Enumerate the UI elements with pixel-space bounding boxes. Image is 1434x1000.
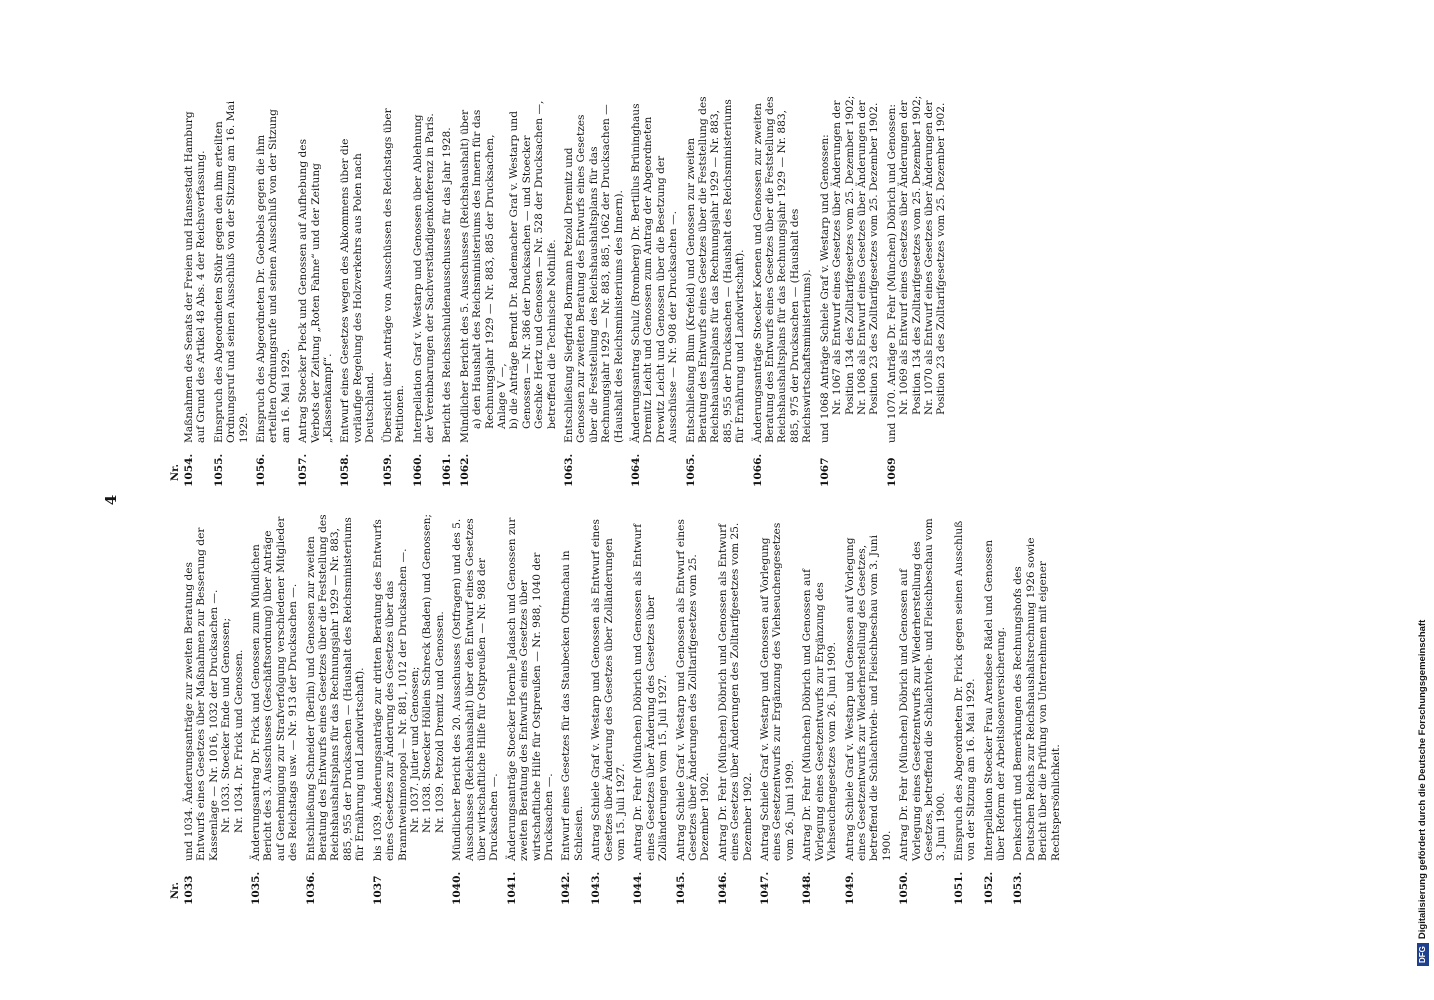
page-content (102, 95, 1310, 905)
entry-line: und 1034. Änderungsanträge zur zweiten Beratung des Entwurfs eines Gesetzes über Maßnahmen zur Besserung der Kassenlage — Nr. 1016, 1032 der Drucksachen —. (183, 527, 220, 861)
right-column (170, 95, 1320, 487)
entry-line: Antrag Schiele Graf v. Westarp und Genossen als Entwurf eines Gesetzes über Änderungen des Zolltarifgesetzes vom 25. Dezember 1902. (674, 519, 712, 861)
entry-body (183, 95, 208, 443)
entry-line: Antrag Dr. Fehr (München) Döbrich und Genossen auf Vorlegung eines Gesetzentwurfs zur Wiederherstellung des Gesetzes, betreffend die Schlachtvieh- und Fleischbeschau vom 3. Juni 1900. (898, 518, 948, 861)
entry-body (590, 513, 627, 861)
entry-number: 1047. (759, 871, 772, 905)
entry-row (372, 513, 446, 905)
entry-line: Änderungsantrag Dr. Frick und Genossen zum Mündlichen Bericht des 3. Ausschusses (Geschäftsordnung) über Anträge auf Genehmigung zur Strafverfolgung verschiedener Mitglieder des Reichstags usw. — Nr. 913 der Drucksachen —. (250, 516, 300, 861)
entry-line: und 1070. Anträge Dr. Fehr (München) Döbrich und Genossen: (885, 104, 898, 443)
entry-line: Denkschrift und Bemerkungen des Rechnungshofs des Deutschen Reichs zur Reichshaushaltsrechnung 1926 sowie Bericht über die Prüfung von Unternehmen mit eigener Rechtspersönlichkeit. (1012, 537, 1062, 861)
entry-row (632, 513, 669, 905)
entry-row (255, 95, 292, 487)
dfg-stamp-text: Digitalisierung gefördert durch die Deutsche Forschungsgemeinschaft (1417, 619, 1428, 940)
entry-body (886, 95, 948, 443)
entry-line: Einspruch des Abgeordneten Stöhr gegen den ihm erteilten Ordnungsruf und seinen Ausschluß von der Sitzung am 16. Mai 1929. (212, 100, 250, 443)
entry-row (412, 95, 437, 487)
entry-body (1012, 513, 1062, 861)
column-header-left: Nr. (170, 882, 181, 899)
entry-line: Einspruch des Abgeordneten Dr. Goebbels gegen die ihm erteilten Ordnungsrufe und seinen Ausschluß von der Sitzung am 16. Mai 1929. (255, 109, 292, 443)
entry-line: und 1068 Anträge Schiele Graf v. Westarp und Genossen: (818, 134, 831, 443)
entry-line: Änderungsanträge Stoecker Hoernle Jadasch und Genossen zur zweiten Beratung des Entwurfs eines Gesetzes über wirtschaftliche Hilfe für Ostpreußen — Nr. 988, 1040 der Drucksachen —. (505, 517, 555, 861)
entry-line: Interpellation Graf v. Westarp und Genossen über Ablehnung der Vereinbarungen der Sachverständigenkonferenz in Paris. (411, 113, 436, 443)
entry-line: Maßnahmen des Senats der Freien und Hansestadt Hamburg auf Grund des Artikel 48 Abs. 4 der Reichsverfassung. (183, 111, 208, 443)
entry-row (459, 95, 558, 487)
entry-body (717, 513, 754, 861)
entry-number: 1069 (885, 457, 898, 487)
entry-row (250, 513, 300, 905)
entry-line: Mündlicher Bericht des 20. Ausschusses (Ostfragen) und des 5. Ausschusses (Reichshaushalt) über den Entwurf eines Gesetzes über wirtschaftliche Hilfe für Ostpreußen — Nr. 988 der Drucksachen —. (451, 518, 501, 861)
entry-body (801, 513, 838, 861)
entry-row (183, 513, 245, 905)
entry-row (1012, 513, 1062, 905)
entry-row (886, 95, 948, 487)
entry-number: 1057. (297, 453, 310, 487)
entry-number: 1067 (818, 457, 831, 487)
entry-number: 1065. (684, 453, 697, 487)
entry-row (590, 513, 627, 905)
entry-line: Nr. 1037. Jutier und Genossen; (408, 666, 421, 833)
entry-body (297, 95, 334, 443)
entry-number: 1037 (371, 875, 384, 905)
entry-row (759, 513, 796, 905)
entry-body (441, 95, 453, 443)
entry-line: Entwurf eines Gesetzes wegen des Abkommens über die vorläufige Regelung des Holzverkehrs aus Polen nach Deutschland. (339, 138, 377, 443)
entry-line: a) den Haushalt des Reichsministeriums des Innern für das Rechnungsjahr 1929 — Nr. 883, 885 der Drucksachen, Anlage V —, (471, 109, 508, 429)
entry-body (759, 513, 796, 861)
entry-number: 1044. (632, 871, 645, 905)
entry-line: Einspruch des Abgeordneten Dr. Frick gegen seinen Ausschluß von der Sitzung am 16. Mai 1929. (952, 520, 978, 861)
left-entry-list (183, 513, 1062, 905)
entry-line: Antrag Dr. Fehr (München) Döbrich und Genossen auf Vorlegung eines Gesetzentwurfs zur Ergänzung des Viehseuchengesetzes vom 26. Juni 1909. (801, 568, 839, 861)
entry-number: 1063. (562, 453, 575, 487)
entry-line: Antrag Schiele Graf v. Westarp und Genossen auf Vorlegung eines Gesetzentwurfs zur Wiederherstellung des Gesetzes, betreffend die Schlachtvieh- und Fleischbeschau vom 3. Juni 1900. (843, 534, 893, 861)
entry-number: 1060. (411, 453, 424, 487)
entry-line: Antrag Stoecker Pieck und Genossen auf Aufhebung des Verbots der Zeitung „Roten Fahne“ und der Zeitung „Klassenkampf“. (297, 138, 335, 443)
entry-row (717, 513, 754, 905)
entry-body (213, 95, 250, 443)
entry-number: 1059. (381, 453, 394, 487)
entry-body (183, 513, 245, 861)
entry-line: Antrag Dr. Fehr (München) Döbrich und Genossen als Entwurf eines Gesetzes über Änderungen des Zolltarifgesetzes vom 25. Dezember 1902. (716, 522, 754, 861)
entry-line: Nr. 1068 als Entwurf eines Gesetzes über Änderungen der Position 23 des Zolltarifgesetzes vom 25. Dezember 1902. (855, 100, 881, 415)
entry-row (183, 95, 208, 487)
entry-line: Änderungsantrag Schulz (Bromberg) Dr. Bertillus Brüninghaus Dremitz Leicht und Genossen zum Antrag der Abgeordneten Drewitz Leicht und Genossen über die Besetzung der Ausschüsse — Nr. 908 der Drucksachen —. (630, 103, 680, 443)
entry-body (372, 513, 446, 861)
dfg-logo: DFG (1417, 943, 1429, 966)
entry-row (983, 513, 1008, 905)
entry-line: Bericht des Reichsschuldenausschusses für das Jahr 1928. (441, 127, 454, 443)
entry-number: 1062. (458, 453, 471, 487)
dfg-stamp-text-wrap (1414, 6, 1432, 966)
entry-body (255, 95, 292, 443)
entry-line: Nr. 1038. Stoecker Höllein Schreck (Baden) und Genossen; (421, 514, 434, 833)
entry-number: 1043. (590, 871, 603, 905)
entry-row (563, 95, 625, 487)
entry-body (560, 513, 585, 861)
entry-number: 1042. (560, 871, 573, 905)
entry-row (441, 95, 453, 487)
entry-row (752, 95, 814, 487)
entry-number: 1049. (843, 871, 856, 905)
entry-row (560, 513, 585, 905)
entry-body (563, 95, 625, 443)
entry-line: Änderungsanträge Stoecker Koenen und Genossen zur zweiten Beratung des Entwurfs eines Gesetzes über die Feststellung des Reichshaushaltsplans für das Rechnungsjahr 1929 — Nr. 883, 885, 975 der Drucksachen — (Haushalt des Reichswirtschaftsministeriums). (751, 96, 814, 443)
entry-line: Übersicht über Anträge von Ausschüssen des Reichstags über Petitionen. (381, 108, 407, 443)
entry-body (983, 513, 1008, 861)
entry-number: 1055. (212, 453, 225, 487)
entry-row (213, 95, 250, 487)
entry-number: 1054. (183, 453, 195, 487)
entry-body (844, 513, 894, 861)
entry-number: 1050. (898, 871, 911, 905)
entry-line: Antrag Schiele Graf v. Westarp und Genossen als Entwurf eines Gesetzes über Änderung des Gesetzes über Zolländerungen vom 15. Juli 1927. (590, 519, 627, 861)
entry-number: 1035. (250, 871, 263, 905)
entry-number: 1041. (505, 871, 518, 905)
entry-number: 1051. (952, 871, 965, 905)
column-header-right: Nr. (170, 464, 181, 481)
entry-number: 1053. (1012, 871, 1025, 905)
entry-line: Entwurf eines Gesetzes für das Staubecken Ottmachau in Schlesien. (560, 550, 585, 861)
entry-body (382, 95, 407, 443)
entry-line: Mündlicher Bericht des 5. Ausschusses (Reichshaushalt) über (458, 109, 471, 443)
entry-number: 1061. (441, 453, 454, 487)
entry-row (675, 513, 712, 905)
entry-row (898, 513, 948, 905)
entry-row (630, 95, 680, 487)
entry-number: 1040. (451, 871, 464, 905)
entry-body (898, 513, 948, 861)
entry-number: 1064. (630, 453, 642, 487)
entry-row (844, 513, 894, 905)
entry-row (382, 95, 407, 487)
entry-line: Nr. 1039. Petzold Dremitz und Genossen. (433, 611, 446, 833)
entry-number: 1046. (716, 871, 729, 905)
entry-row (451, 513, 501, 905)
entry-body (459, 95, 558, 443)
entry-number: 1052. (982, 871, 995, 905)
entry-line: Nr. 1070 als Entwurf eines Gesetzes über Änderungen der Position 23 des Zolltarifgesetzes vom 25. Dezember 1902. (922, 100, 948, 415)
entry-line: Nr. 1069 als Entwurf eines Gesetzes über Änderungen der Position 134 des Zolltarifgesetzes vom 25. Dezember 1902; (898, 95, 923, 415)
entry-line: Interpellation Stoecker Frau Arendsee Rädel und Genossen über Reform der Arbeitslosenversicherung. (982, 539, 1007, 861)
entry-body (953, 513, 978, 861)
entry-number: 1036. (304, 871, 317, 905)
entry-row (506, 513, 556, 905)
entry-line: Nr. 1034. Dr. Frick und Genossen. (232, 649, 245, 833)
entry-line: Antrag Schiele Graf v. Westarp und Genossen auf Vorlegung eines Gesetzentwurfs zur Ergänzung des Viehseuchengesetzes vom 26. Juni 1909. (759, 522, 796, 861)
entry-number: 1056. (255, 453, 268, 487)
entry-line: Antrag Dr. Fehr (München) Döbrich und Genossen als Entwurf eines Gesetzes über Änderung des Gesetzes über Zolländerungen vom 15. Juli 1927. (632, 523, 670, 861)
entry-row (297, 95, 334, 487)
entry-number: 1045. (674, 871, 687, 905)
entry-row (685, 95, 747, 487)
entry-body (632, 513, 669, 861)
entry-body (630, 95, 680, 443)
entry-body (675, 513, 712, 861)
entry-line: Entschließung Blum (Krefeld) und Genossen zur zweiten Beratung des Entwurfs eines Gesetzes über die Feststellung des Reichshaushaltsplans für das Rechnungsjahr 1929 — Nr. 883, 885, 955 der Drucksachen — (Haushalt des Reichsministeriums für Ernährung und Landwirtschaft). (684, 96, 747, 443)
entry-line: Nr. 1067 als Entwurf eines Gesetzes über Änderungen der Position 134 des Zolltarifgesetzes vom 25. Dezember 1902; (831, 95, 856, 415)
dfg-stamp (1414, 6, 1432, 966)
entry-line: b) die Anträge Berndt Dr. Rademacher Graf v. Westarp und Genossen — Nr. 386 der Drucksachen — und Stoecker Geschke Hertz und Genossen — Nr. 528 der Drucksachen —, betreffend die Technische Nothilfe. (508, 100, 558, 429)
entry-row (819, 95, 881, 487)
entry-number: 1033 (183, 875, 195, 905)
entry-body (752, 95, 814, 443)
page-number: 4 (102, 494, 120, 506)
right-entry-list (183, 95, 948, 487)
entry-line: Entschließung Schneider (Berlin) und Genossen zur zweiten Beratung des Entwurfs eines Gesetzes über die Feststellung des Reichshaushaltsplans für das Rechnungsjahr 1929 — Nr. 883, 885, 955 der Drucksachen — (Haushalt des Reichsministeriums für Ernährung und Landwirtschaft). (304, 514, 367, 861)
entry-body (451, 513, 501, 861)
entry-number: 1048. (801, 871, 814, 905)
entry-body (250, 513, 300, 861)
entry-body (305, 513, 367, 861)
entry-row (339, 95, 376, 487)
entry-line: Entschließung Siegfried Bormann Petzold Dremitz und Genossen zur zweiten Beratung des Entwurfs eines Gesetzes über die Feststellung des Reichshaushaltsplans für das Rechnungsjahr 1929 — Nr. 883, 885, 1062 der Drucksachen — (Haushalt des Reichsministeriums des Innern). (562, 104, 625, 443)
entry-body (506, 513, 556, 861)
entry-number: 1058. (339, 453, 352, 487)
entry-body (339, 95, 376, 443)
entry-row (801, 513, 838, 905)
entry-body (819, 95, 881, 443)
entry-line: Nr. 1033. Stoecker Ende und Genossen; (220, 617, 233, 833)
entry-body (412, 95, 437, 443)
entry-line: bis 1039. Änderungsanträge zur dritten Beratung des Entwurfs eines Gesetzes zur Änderung des Gesetzes über das Branntweinmonopol — Nr. 881, 1012 der Drucksachen —. (371, 519, 409, 861)
left-column (170, 513, 1320, 905)
entry-body (685, 95, 747, 443)
entry-number: 1066. (751, 453, 764, 487)
entry-row (305, 513, 367, 905)
entry-row (953, 513, 978, 905)
